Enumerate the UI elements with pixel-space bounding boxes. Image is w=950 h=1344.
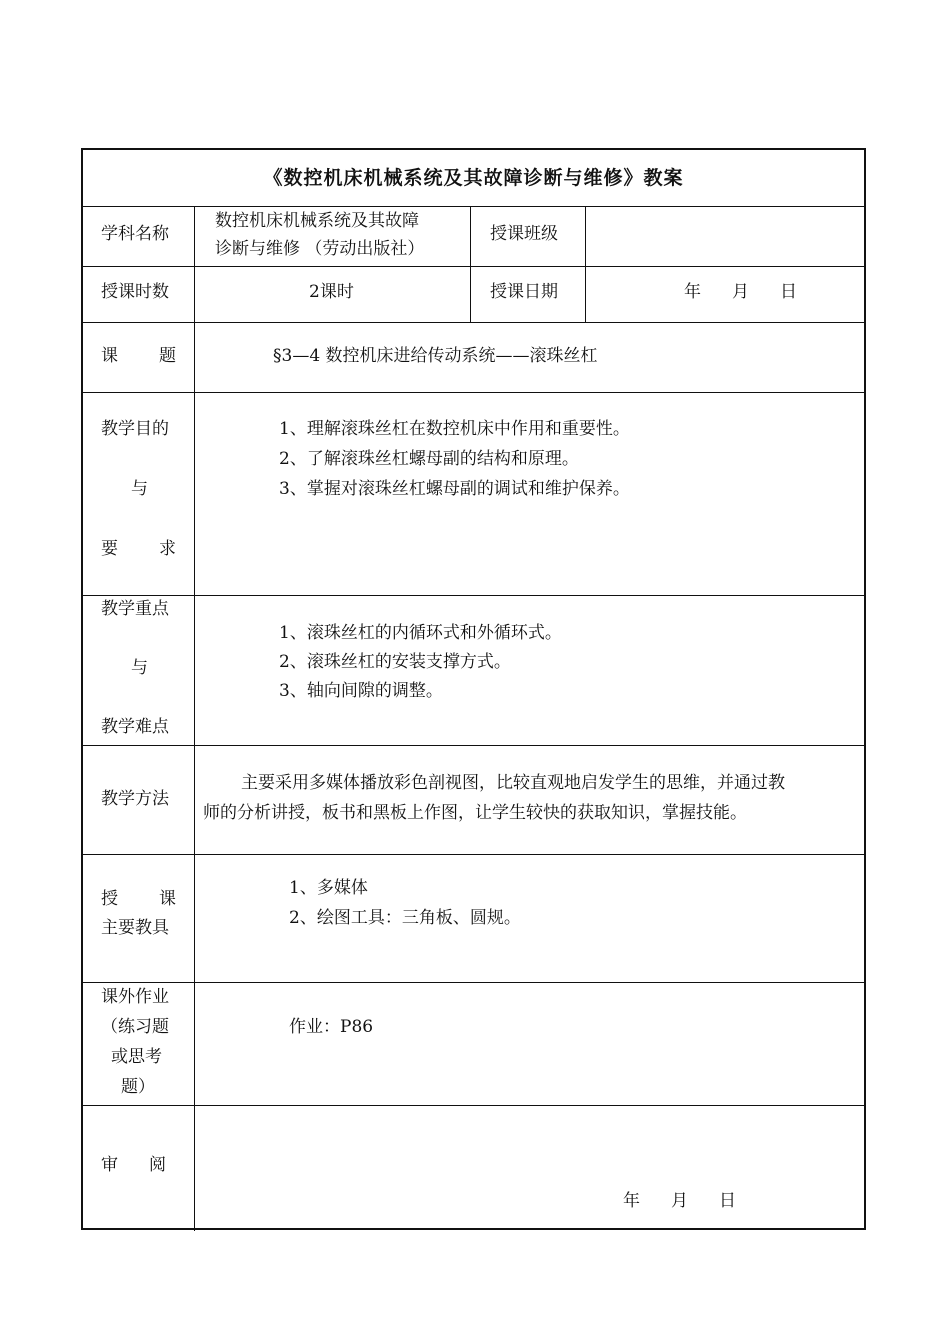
date-year: 年 <box>684 282 701 302</box>
subject-label: 学科名称 <box>101 224 169 244</box>
hours-label: 授课时数 <box>101 282 169 302</box>
goals-label-c: 要 <box>101 539 118 559</box>
goal-item: 2、了解滚珠丝杠螺母副的结构和原理。 <box>279 449 579 469</box>
homework-row <box>83 982 864 1106</box>
document-title: 《数控机床机械系统及其故障诊断与维修》教案 <box>263 167 684 189</box>
keypoints-label-b: 与 <box>131 658 148 678</box>
method-label: 教学方法 <box>101 789 169 809</box>
goals-row <box>83 392 864 596</box>
topic-value: §3—4 数控机床进给传动系统——滚珠丝杠 <box>273 346 598 366</box>
keypoint-item: 3、轴向间隙的调整。 <box>279 681 443 701</box>
topic-label-b: 题 <box>159 346 176 366</box>
review-row <box>83 1105 864 1231</box>
homework-label-line3: 或思考 <box>111 1047 162 1067</box>
tool-item: 2、绘图工具：三角板、圆规。 <box>289 908 521 928</box>
topic-row <box>83 322 864 393</box>
topic-label-a: 课 <box>101 346 118 366</box>
review-label-a: 审 <box>101 1155 118 1175</box>
goals-label-a: 教学目的 <box>101 419 169 439</box>
goal-item: 1、理解滚珠丝杠在数控机床中作用和重要性。 <box>279 419 630 439</box>
date-day: 日 <box>780 282 797 302</box>
subject-value-line1: 数控机床机械系统及其故障 <box>215 211 419 231</box>
keypoints-label-c: 教学难点 <box>101 717 169 737</box>
subject-value-line2: 诊断与维修 （劳动出版社） <box>215 239 425 259</box>
method-row <box>83 745 864 855</box>
tool-item: 1、多媒体 <box>289 878 368 898</box>
homework-label-line4: 题） <box>121 1077 155 1097</box>
hours-value: 2课时 <box>309 282 354 302</box>
homework-value: 作业：P86 <box>289 1017 374 1037</box>
review-date-year: 年 <box>623 1191 640 1211</box>
lesson-plan-table <box>81 148 866 1230</box>
goal-item: 3、掌握对滚珠丝杠螺母副的调试和维护保养。 <box>279 479 630 499</box>
goals-label-b: 与 <box>131 479 148 499</box>
keypoints-label-a: 教学重点 <box>101 599 169 619</box>
hours-row <box>83 266 864 323</box>
title-row <box>83 150 864 206</box>
tools-row <box>83 854 864 983</box>
subject-row <box>83 206 864 267</box>
homework-label-line1: 课外作业 <box>101 987 169 1007</box>
homework-label-line2: （练习题 <box>101 1017 169 1037</box>
method-text-line2: 师的分析讲授，板书和黑板上作图，让学生较快的获取知识，掌握技能。 <box>203 803 747 823</box>
review-label-b: 阅 <box>149 1155 166 1175</box>
keypoints-row <box>83 595 864 746</box>
tools-label-a: 授 <box>101 889 118 909</box>
tools-label-c: 主要教具 <box>101 918 169 938</box>
date-label: 授课日期 <box>490 282 558 302</box>
keypoint-item: 1、滚珠丝杠的内循环式和外循环式。 <box>279 623 562 643</box>
review-date-day: 日 <box>719 1191 736 1211</box>
keypoint-item: 2、滚珠丝杠的安装支撑方式。 <box>279 652 511 672</box>
review-date-month: 月 <box>671 1191 688 1211</box>
class-label: 授课班级 <box>490 224 558 244</box>
date-month: 月 <box>732 282 749 302</box>
tools-label-b: 课 <box>159 889 176 909</box>
method-text-line1: 主要采用多媒体播放彩色剖视图，比较直观地启发学生的思维，并通过教 <box>241 773 785 793</box>
goals-label-d: 求 <box>159 539 176 559</box>
